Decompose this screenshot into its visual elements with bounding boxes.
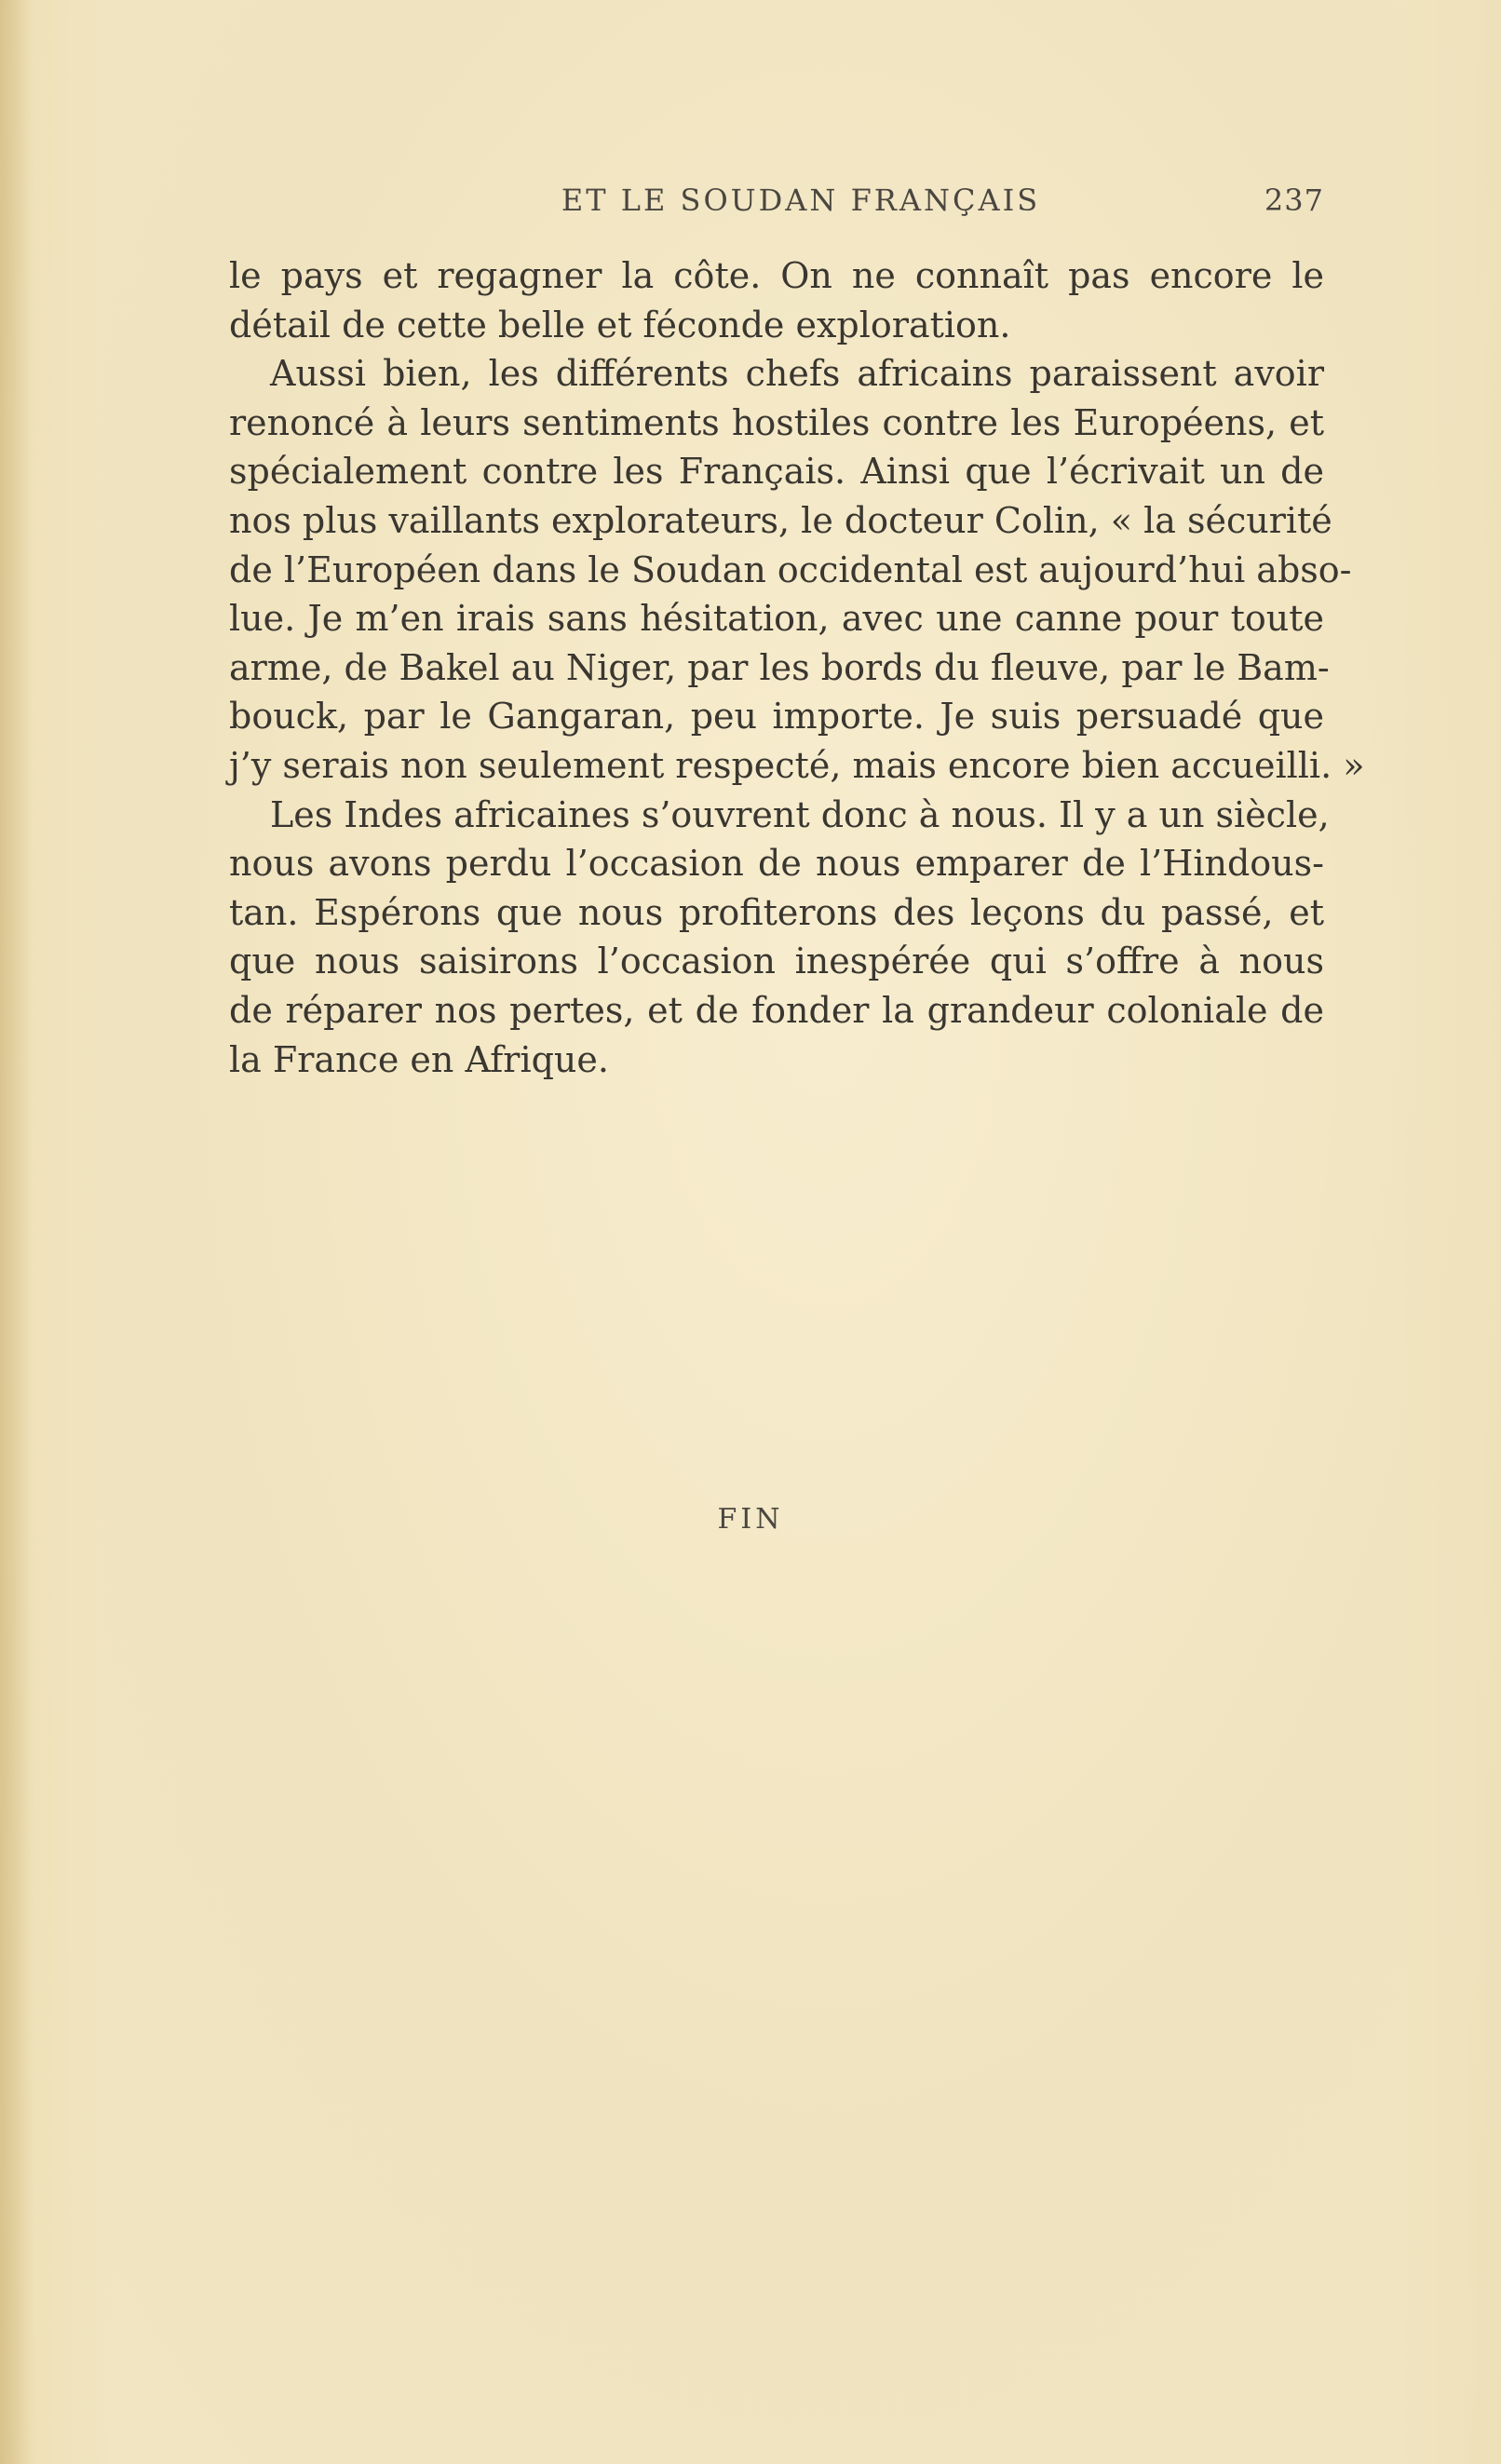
text-line: lue. Je m’en irais sans hésitation, avec une canne pour toute <box>229 598 1324 640</box>
text-line: nous avons perdu l’occasion de nous emparer de l’Hindous- <box>229 843 1324 885</box>
page-number: 237 <box>1264 183 1324 218</box>
text-line: détail de cette belle et féconde exploration. <box>229 304 1011 345</box>
text-line: de réparer nos pertes, et de fonder la grandeur coloniale de <box>229 989 1324 1031</box>
text-line: bouck, par le Gangaran, peu importe. Je suis persuadé que <box>229 696 1324 738</box>
body-text <box>229 251 1365 1084</box>
page-edge-shadow <box>0 0 32 2464</box>
text-line: la France en Afrique. <box>229 1038 609 1080</box>
page-header <box>229 183 1324 229</box>
text-line: tan. Espérons que nous profiterons des leçons du passé, et <box>229 891 1324 933</box>
text-line: Les Indes africaines s’ouvrent donc à nous. Il y a un siècle, <box>270 793 1330 835</box>
text-line: renoncé à leurs sentiments hostiles contre les Européens, et <box>229 401 1324 443</box>
text-line: arme, de Bakel au Niger, par les bords du fleuve, par le Bam- <box>229 646 1330 688</box>
end-mark: FIN <box>717 1503 784 1536</box>
text-line: j’y serais non seulement respecté, mais encore bien accueilli. » <box>229 744 1365 786</box>
text-line: que nous saisirons l’occasion inespérée qui s’offre à nous <box>229 941 1324 982</box>
text-line: le pays et regagner la côte. On ne connaît pas encore le <box>229 255 1324 296</box>
text-line: nos plus vaillants explorateurs, le docteur Colin, « la sécurité <box>229 499 1332 541</box>
text-line: spécialement contre les Français. Ainsi que l’écrivait un de <box>229 451 1324 493</box>
text-line: de l’Européen dans le Soudan occidental est aujourd’hui abso- <box>229 548 1352 590</box>
running-title: ET LE SOUDAN FRANÇAIS <box>561 183 1041 218</box>
text-line: Aussi bien, les différents chefs africains paraissent avoir <box>270 353 1324 395</box>
